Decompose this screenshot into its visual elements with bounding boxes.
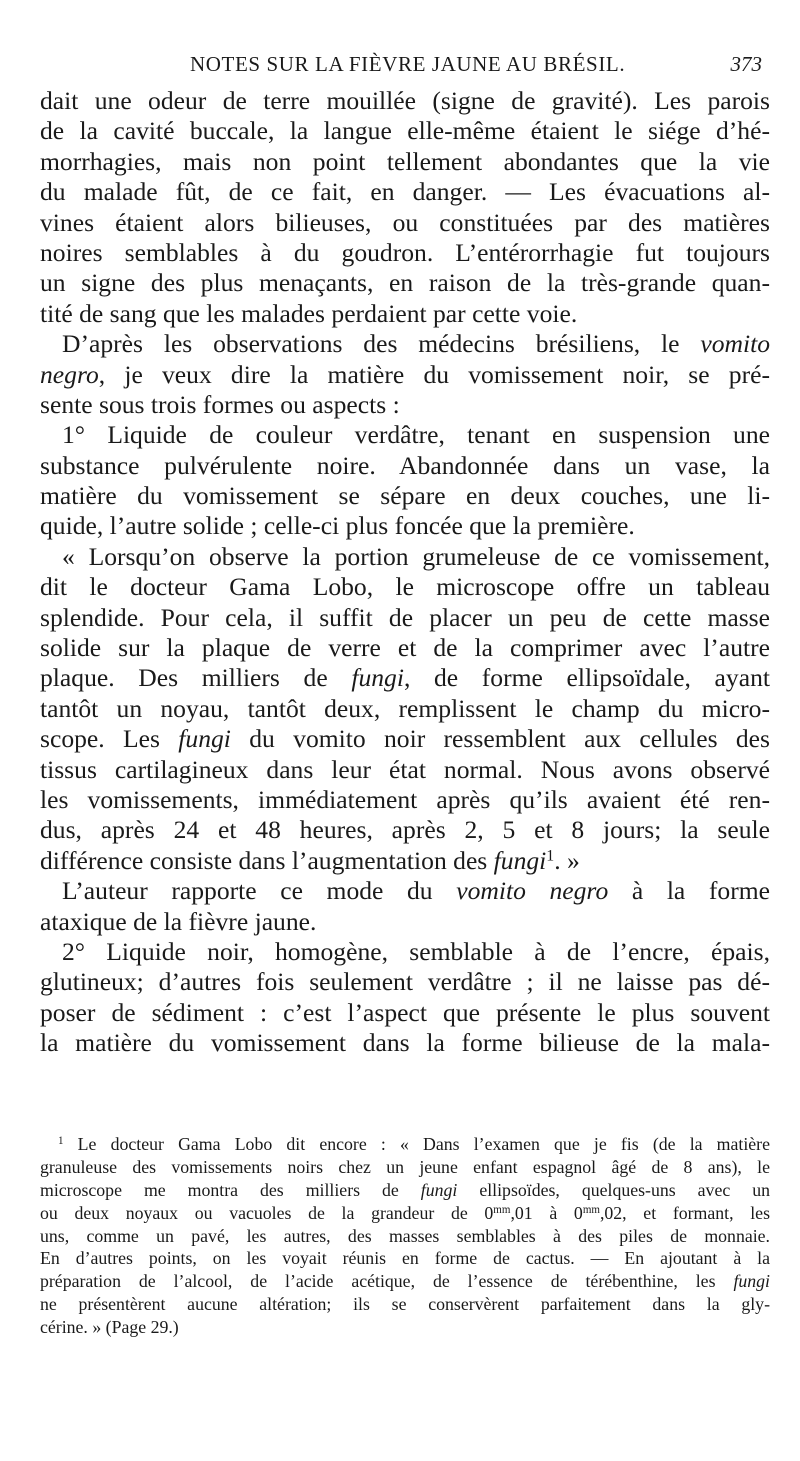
page-header bbox=[60, 52, 760, 86]
footnote-line bbox=[40, 1270, 770, 1293]
body-line bbox=[40, 572, 770, 602]
text-run: sente sous trois formes ou aspects : bbox=[40, 389, 400, 419]
text-run: noires semblables à du goudron. L’entérorrhagie fut toujours bbox=[40, 237, 770, 267]
body-line bbox=[40, 876, 770, 906]
text-run: du vomito noir ressemblent aux cellules des bbox=[230, 724, 770, 754]
italic-term: negro bbox=[40, 359, 99, 389]
footnote-block bbox=[40, 1133, 770, 1339]
body-line bbox=[40, 755, 770, 785]
text-run: matière du vomissement se sépare en deux couches, une li- bbox=[40, 481, 770, 511]
text-run: tissus cartilagineux dans leur état normal. Nous avons observé bbox=[40, 754, 770, 784]
body-line bbox=[40, 208, 770, 238]
footnote-marker: mm bbox=[493, 1203, 511, 1216]
text-run: scope. Les bbox=[40, 724, 179, 754]
italic-term: fungi bbox=[420, 1179, 458, 1200]
body-line bbox=[40, 420, 770, 450]
italic-term: fungi bbox=[178, 724, 231, 754]
text-run: , je veux dire la matière du vomissement noir, se pré- bbox=[98, 359, 770, 389]
text-run: , de forme ellipsoïdale, ayant bbox=[403, 663, 770, 693]
body-line bbox=[40, 998, 770, 1028]
body-line bbox=[40, 694, 770, 724]
body-line bbox=[40, 299, 770, 329]
italic-term: fungi bbox=[733, 1271, 770, 1292]
footnote-marker: 1 bbox=[58, 1134, 64, 1147]
body-line bbox=[40, 633, 770, 663]
text-run: solide sur la plaque de verre et de la comprimer avec l’autre bbox=[40, 633, 770, 663]
text-run: ou deux noyaux ou vacuoles de la grandeur de 0 bbox=[40, 1202, 494, 1223]
text-run: de la cavité buccale, la langue elle-même étaient le siége d’hé- bbox=[40, 116, 770, 146]
text-run: 2° Liquide noir, homogène, semblable à de l’encre, épais, bbox=[62, 936, 770, 966]
body-line bbox=[40, 846, 770, 876]
footnote-line bbox=[40, 1202, 770, 1225]
italic-term: fungi bbox=[351, 663, 404, 693]
text-run: préparation de l’alcool, de l’acide acétique, de l’essence de térébenthine, les bbox=[40, 1271, 734, 1292]
text-run: glutineux; d’autres fois seulement verdâtre ; il ne laisse pas dé- bbox=[40, 967, 770, 997]
body-line bbox=[40, 329, 770, 359]
footnote-line bbox=[40, 1133, 770, 1156]
text-run: . » bbox=[554, 845, 580, 875]
text-run: ,02, et formant, les bbox=[599, 1202, 770, 1223]
running-title: NOTES SUR LA FIÈVRE JAUNE AU BRÉSIL. bbox=[190, 52, 626, 76]
footnote-line bbox=[40, 1293, 770, 1316]
footnote-line bbox=[40, 1316, 770, 1339]
text-run: cérine. » (Page 29.) bbox=[40, 1317, 179, 1338]
text-run: tité de sang que les malades perdaient par cette voie. bbox=[40, 298, 578, 328]
text-run: plaque. Des milliers de bbox=[40, 663, 352, 693]
body-line bbox=[40, 542, 770, 572]
body-line bbox=[40, 967, 770, 997]
body-line bbox=[40, 86, 770, 116]
italic-term: vomito bbox=[700, 329, 770, 359]
text-run: ne présentèrent aucune altération; ils se conservèrent parfaitement dans la gly- bbox=[40, 1294, 770, 1315]
text-run: substance pulvérulente noire. Abandonnée dans un vase, la bbox=[40, 450, 770, 480]
footnote-marker: mm bbox=[582, 1203, 600, 1216]
body-line bbox=[40, 937, 770, 967]
text-run: granuleuse des vomissements noirs chez un jeune enfant espagnol âgé de 8 ans), le bbox=[40, 1156, 770, 1177]
text-run: L’auteur rapporte ce mode du bbox=[62, 876, 457, 906]
text-run: Le docteur Gama Lobo dit encore : « Dans l’examen que je fis (de la matière bbox=[63, 1134, 770, 1154]
body-line bbox=[40, 147, 770, 177]
text-run: microscope me montra des milliers de bbox=[40, 1179, 421, 1200]
text-run: morrhagies, mais non point tellement abondantes que la vie bbox=[40, 146, 770, 176]
body-line bbox=[40, 390, 770, 420]
body-line bbox=[40, 603, 770, 633]
body-line bbox=[40, 663, 770, 693]
footnote-line bbox=[40, 1156, 770, 1179]
text-run: tantôt un noyau, tantôt deux, remplissent le champ du micro- bbox=[40, 693, 770, 723]
text-run: dus, après 24 et 48 heures, après 2, 5 et 8 jours; la seule bbox=[40, 815, 770, 845]
text-run: « Lorsqu’on observe la portion grumeleuse de ce vomissement, bbox=[62, 541, 770, 571]
text-run: En d’autres points, on les voyait réunis en forme de cactus. — En ajoutant à la bbox=[40, 1248, 770, 1269]
body-line bbox=[40, 481, 770, 511]
body-line bbox=[40, 815, 770, 845]
page-number: 373 bbox=[730, 52, 762, 76]
text-run: différence consiste dans l’augmentation des bbox=[40, 845, 494, 875]
text-run: ellipsoïdes, quelques-uns avec un bbox=[457, 1179, 770, 1200]
body-line bbox=[40, 1028, 770, 1058]
main-text-block bbox=[40, 86, 770, 1059]
text-run: à la forme bbox=[608, 876, 771, 906]
text-run: la matière du vomissement dans la forme bilieuse de la mala- bbox=[40, 1028, 770, 1058]
body-line bbox=[40, 116, 770, 146]
italic-term: fungi bbox=[493, 845, 547, 875]
footnote-line bbox=[40, 1247, 770, 1270]
body-line bbox=[40, 511, 770, 541]
body-line bbox=[40, 724, 770, 754]
text-run: dit le docteur Gama Lobo, le microscope offre un tableau bbox=[40, 572, 770, 602]
body-line bbox=[40, 177, 770, 207]
text-run: quide, l’autre solide ; celle-ci plus foncée que la première. bbox=[40, 511, 635, 541]
text-run: 1° Liquide de couleur verdâtre, tenant en suspension une bbox=[62, 420, 770, 450]
text-run: ,01 à 0 bbox=[510, 1202, 583, 1223]
body-line bbox=[40, 238, 770, 268]
body-line bbox=[40, 451, 770, 481]
footnote-line bbox=[40, 1225, 770, 1248]
text-run: les vomissements, immédiatement après qu’ils avaient été ren- bbox=[40, 784, 770, 814]
text-run: splendide. Pour cela, il suffit de placer un peu de cette masse bbox=[40, 602, 770, 632]
footnote-line bbox=[40, 1179, 770, 1202]
text-run: du malade fût, de ce fait, en danger. — Les évacuations al- bbox=[40, 177, 770, 207]
text-run: poser de sédiment : c’est l’aspect que présente le plus souvent bbox=[40, 997, 770, 1027]
text-run: vines étaient alors bilieuses, ou constituées par des matières bbox=[40, 207, 770, 237]
text-run: un signe des plus menaçants, en raison de la très-grande quan- bbox=[40, 268, 770, 298]
text-run: dait une odeur de terre mouillée (signe de gravité). Les parois bbox=[40, 86, 770, 115]
text-run: uns, comme un pavé, les autres, des masses semblables à des piles de monnaie. bbox=[40, 1225, 770, 1246]
body-line bbox=[40, 907, 770, 937]
text-run: ataxique de la fièvre jaune. bbox=[40, 906, 317, 936]
body-line bbox=[40, 360, 770, 390]
text-run: D’après les observations des médecins brésiliens, le bbox=[62, 329, 701, 359]
body-line bbox=[40, 268, 770, 298]
footnote-marker: 1 bbox=[546, 847, 555, 865]
italic-term: vomito negro bbox=[456, 876, 609, 906]
body-line bbox=[40, 785, 770, 815]
